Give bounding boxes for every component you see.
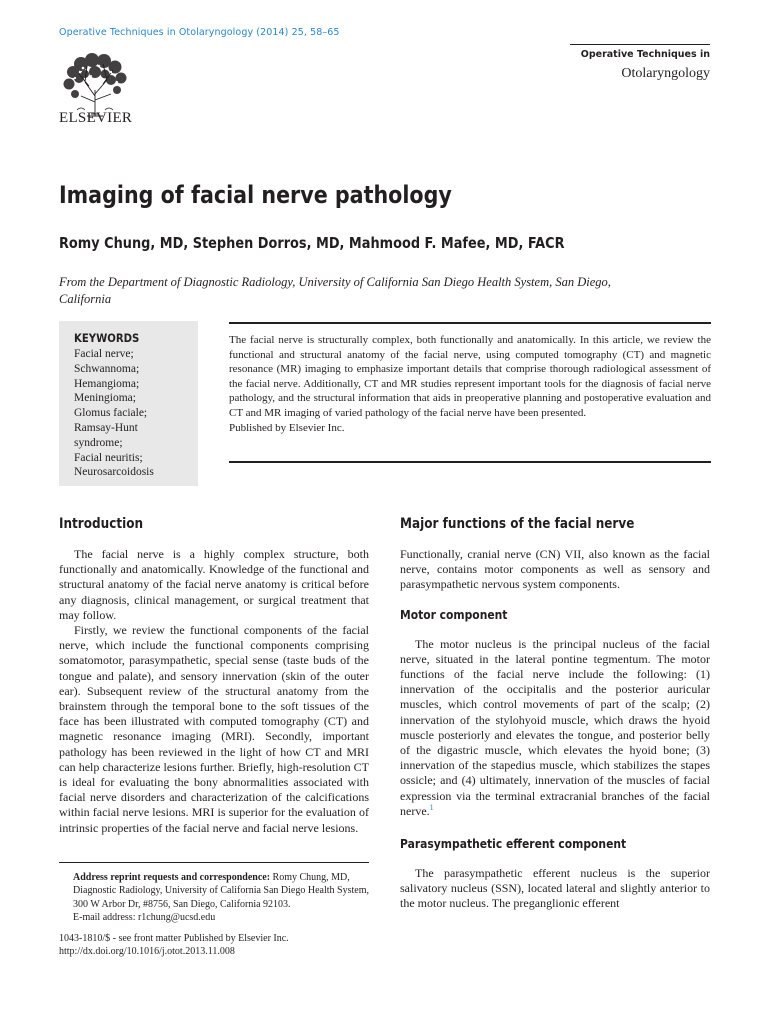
motor-component-paragraph [400, 637, 710, 819]
left-column [59, 517, 369, 836]
author-list: Romy Chung, MD, Stephen Dorros, MD, Mahmood F. Mafee, MD, FACR [59, 234, 565, 252]
introduction-paragraph-1: The facial nerve is a highly complex structure, both functionally and anatomically. Knowledge of the functional and structural anatomy of the facial nerve anatomy is critical before any diagnosis, clinical management, or surgical treatment that may follow. [59, 547, 369, 622]
keyword-item: Hemangioma; [74, 377, 140, 390]
affiliation: From the Department of Diagnostic Radiology, University of California San Diego Health System, San Diego, California [59, 275, 611, 306]
major-functions-heading: Major functions of the facial nerve [400, 516, 635, 532]
major-functions-paragraph: Functionally, cranial nerve (CN) VII, also known as the facial nerve, contains motor components as well as sensory and parasympathetic nervous system components. [400, 547, 710, 592]
correspondence-footnote [59, 862, 369, 924]
footnote-email[interactable]: E-mail address: r1chung@ucsd.edu [73, 911, 216, 923]
keyword-item: Meningioma; [74, 392, 136, 405]
keyword-item: Neurosarcoidosis [74, 466, 154, 479]
motor-component-heading: Motor component [400, 606, 508, 622]
keywords-box [59, 321, 198, 486]
abstract [229, 322, 711, 463]
parasympathetic-heading: Parasympathetic efferent component [400, 836, 627, 852]
abstract-published-note: Published by Elsevier Inc. [229, 421, 345, 434]
footnote-text: Romy Chung, MD, Diagnostic Radiology, University of California San Diego Health System, 300 W Arbor Dr, #8756, San Diego, California 92103. [73, 872, 369, 910]
keyword-item: Facial nerve; [74, 348, 134, 360]
keyword-item: Glomus faciale; [74, 407, 148, 420]
journal-masthead [570, 44, 710, 82]
front-matter-meta [59, 933, 289, 959]
keyword-item: Facial neuritis; [74, 451, 143, 464]
introduction-paragraph-2: Firstly, we review the functional components of the facial nerve, which include the functional components comprising somatomotor, parasympathetic, special sense (taste buds of the tongue and palate), and sensory innervation (skin of the outer ear). Subsequent review of the structural anatomy from the brainstem through the temporal bone to the soft tissues of the face has been illustrated with computed tomography (CT) and magnetic resonance imaging (MRI). Secondly, important pathology has been reviewed in the light of how CT and MRI can help characterize lesions further. Briefly, high-resolution CT is ideal for evaluating the bony abnormalities associated with facial nerve disorders and characterization of the calcifications within facial nerve lesions. MRI is superior for the evaluation of intrinsic properties of the facial nerve and facial nerve lesions. [59, 623, 369, 835]
keyword-item: syndrome; [74, 436, 123, 449]
publisher-logo-text: ELSEVIER [59, 110, 133, 126]
keyword-item: Ramsay-Hunt [74, 421, 138, 434]
footnote-label: Address reprint requests and correspondence: [73, 872, 271, 883]
article-title: Imaging of facial nerve pathology [59, 181, 452, 209]
motor-component-text: The motor nucleus is the principal nucleus of the facial nerve, situated in the lateral pontine tegmentum. The motor functions of the facial nerve include the following: (1) innervation of the occipitalis and the posterior auricular muscles, which control movements of part of the scalp; (2) innervation of the stylohyoid muscle, which draws the hyoid muscle posteriorly and elevates the tongue, and posterior belly of the digastric muscle, which elevates the hyoid bone; (3) innervation of the stapedius muscle, which stabilizes the stapes ossicle; and (4) ultimately, innervation of the muscles of facial expression via the terminal extracranial branches of the facial nerve. [400, 636, 710, 818]
masthead-line-2: Otolaryngology [621, 66, 710, 81]
abstract-text: The facial nerve is structurally complex, both functionally and anatomically. In this article, we review the functional and structural anatomy of the facial nerve, using computed tomography (CT) and magnetic resonance (MR) imaging to emphasize important details that comprise thorough radiological assessment of the facial nerve. Additionally, CT and MR studies represent important tools for the diagnosis of facial nerve pathology, and the structural information that aids in preoperative planning and postoperative evaluation and CT and MR imaging of varied pathology of the facial nerve have been presented. [229, 334, 711, 419]
reference-link[interactable]: 1 [429, 802, 434, 812]
journal-reference[interactable]: Operative Techniques in Otolaryngology (2014) 25, 58–65 [59, 27, 340, 38]
keywords-heading: KEYWORDS [74, 331, 140, 345]
doi-link[interactable]: http://dx.doi.org/10.1016/j.otot.2013.11.008 [59, 945, 235, 957]
parasympathetic-paragraph: The parasympathetic efferent nucleus is the superior salivatory nucleus (SSN), located lateral and slightly anterior to the motor nucleus. The preganglionic efferent [400, 866, 710, 911]
introduction-heading: Introduction [59, 516, 144, 532]
keywords-list [74, 347, 198, 480]
issn-line: 1043-1810/$ - see front matter Published by Elsevier Inc. [59, 933, 289, 944]
keyword-item: Schwannoma; [74, 362, 140, 375]
right-column [400, 517, 710, 912]
masthead-line-1: Operative Techniques in [580, 49, 710, 60]
